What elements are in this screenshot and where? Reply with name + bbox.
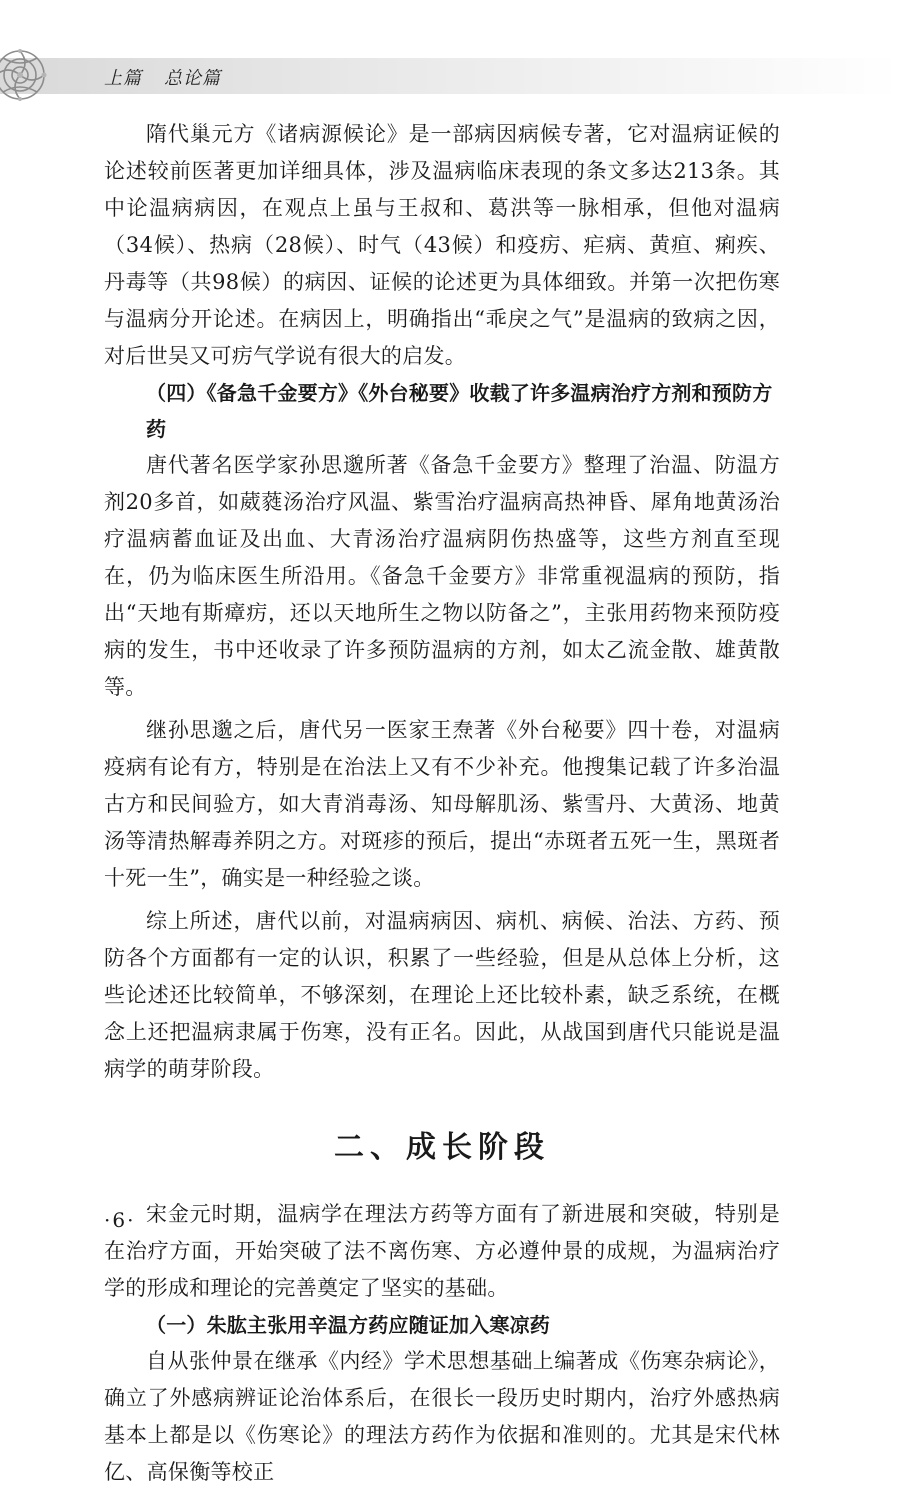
running-head (104, 64, 243, 90)
running-head-part: 上篇 (104, 68, 142, 89)
subheading-four: （四）《备急千金要方》《外台秘要》收载了许多温病治疗方剂和预防方药 (146, 381, 773, 441)
paragraph-song-jin-yuan: 宋金元时期，温病学在理法方药等方面有了新进展和突破，特别是在治疗方面，开始突破了法不离伤寒、方必遵仲景的成规，为温病治疗学的形成和理论的完善奠定了坚实的基础。 (104, 1202, 780, 1300)
paragraph-summary: 综上所述，唐代以前，对温病病因、病机、病候、治法、方药、预防各个方面都有一定的认识，积累了一些经验，但是从总体上分析，这些论述还比较简单，不够深刻，在理论上还比较朴素，缺乏系统，在概念上还把温病隶属于伤寒，没有正名。因此，从战国到唐代只能说是温病学的萌芽阶段。 (104, 909, 780, 1081)
page-number: ·6· (104, 1208, 136, 1232)
paragraph-zhang-zhongjing: 自从张仲景在继承《内经》学术思想基础上编著成《伤寒杂病论》，确立了外感病辨证论治体系后，在很长一段历史时期内，治疗外感热病基本上都是以《伤寒论》的理法方药作为依据和准则的。尤其是宋代林亿、高保衡等校正 (104, 1349, 780, 1484)
paragraph-sun-simiao: 唐代著名医学家孙思邈所著《备急千金要方》整理了治温、防温方剂20多首，如葳蕤汤治疗风温、紫雪治疗温病高热神昏、犀角地黄汤治疗温病蓄血证及出血、大青汤治疗温病阴伤热盛等，这些方剂直至现在，仍为临床医生所沿用。《备急千金要方》非常重视温病的预防，指出“天地有斯瘴疠，还以天地所生之物以防备之”，主张用药物来预防疫病的发生，书中还收录了许多预防温病的方剂，如太乙流金散、雄黄散等。 (104, 453, 780, 699)
page-body (104, 116, 780, 1491)
paragraph-sui-dynasty: 隋代巢元方《诸病源候论》是一部病因病候专著，它对温病证候的论述较前医著更加详细具体，涉及温病临床表现的条文多达213条。其中论温病病因，在观点上虽与王叔和、葛洪等一脉相承，但他对温病（34候）、热病（28候）、时气（43候）和疫疠、疟病、黄疸、痢疾、丹毒等（共98候）的病因、证候的论述更为具体细致。并第一次把伤寒与温病分开论述。在病因上，明确指出“乖戾之气”是温病的致病之因，对后世吴又可疠气学说有很大的启发。 (104, 122, 780, 368)
ornament-icon (0, 40, 62, 110)
subheading-one: （一）朱肱主张用辛温方药应随证加入寒凉药 (146, 1313, 550, 1337)
section-heading: 二、成长阶段 (334, 1130, 550, 1165)
running-head-title: 总论篇 (164, 68, 221, 89)
paragraph-wang-tao: 继孙思邈之后，唐代另一医家王焘著《外台秘要》四十卷，对温病疫病有论有方，特别是在治法上又有不少补充。他搜集记载了许多治温古方和民间验方，如大青消毒汤、知母解肌汤、紫雪丹、大黄汤、地黄汤等清热解毒养阴之方。对斑疹的预后，提出“赤斑者五死一生，黑斑者十死一生”，确实是一种经验之谈。 (104, 718, 780, 890)
